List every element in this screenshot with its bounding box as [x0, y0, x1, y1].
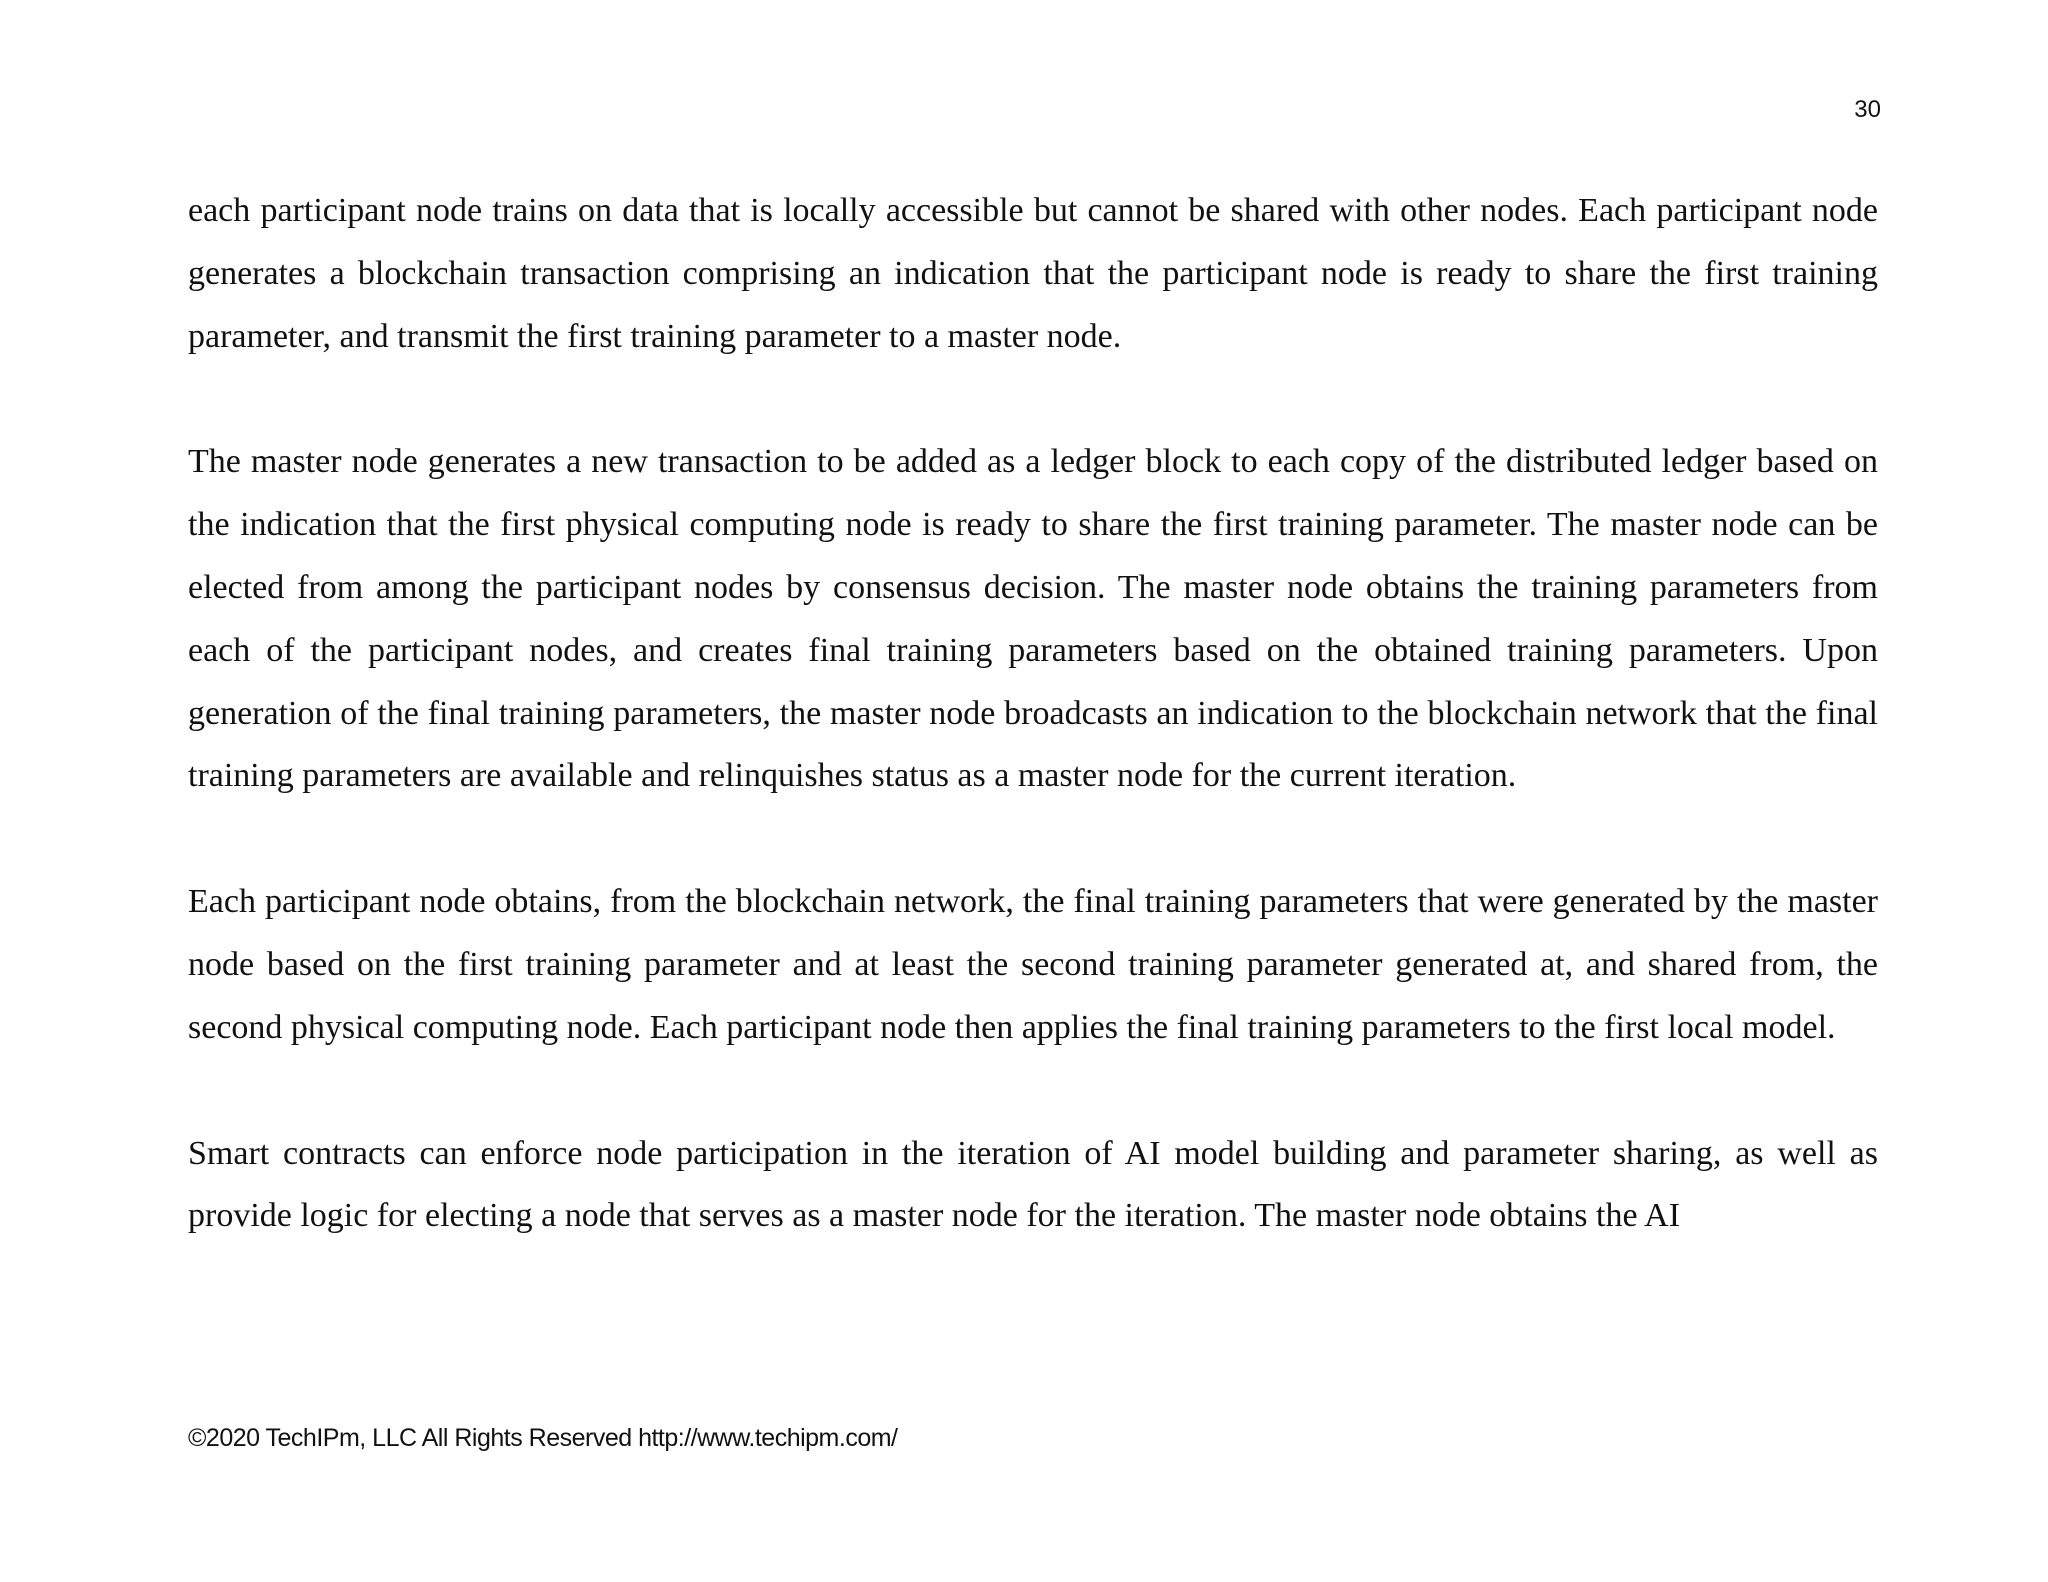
document-body — [188, 180, 1878, 1248]
paragraph: each participant node trains on data that is locally accessible but cannot be shared with other nodes. Each participant node generates a blockchain transaction comprising an indication that the participant node is ready to share the first training parameter, and transmit the first training parameter to a master node. — [188, 192, 1878, 355]
paragraph: Each participant node obtains, from the blockchain network, the final training parameters that were generated by the master node based on the first training parameter and at least the second training parameter generated at, and shared from, the second physical computing node. Each participant node then applies the final training parameters to the first local model. — [188, 883, 1878, 1046]
paragraph: Smart contracts can enforce node participation in the iteration of AI model building and parameter sharing, as well as provide logic for electing a node that serves as a master node for the iteration. The master node obtains the AI — [188, 1134, 1878, 1235]
copyright-footer: ©2020 TechIPm, LLC All Rights Reserved http://www.techipm.com/ — [188, 1424, 898, 1452]
page-number: 30 — [1854, 96, 1881, 123]
paragraph: The master node generates a new transaction to be added as a ledger block to each copy of the distributed ledger based on the indication that the first physical computing node is ready to share the first training parameter. The master node can be elected from among the participant nodes by consensus decision. The master node obtains the training parameters from each of the participant nodes, and creates final training parameters based on the obtained training parameters. Upon generation of the final training parameters, the master node broadcasts an indication to the blockchain network that the final training parameters are available and relinquishes status as a master node for the current iteration. — [188, 443, 1878, 795]
